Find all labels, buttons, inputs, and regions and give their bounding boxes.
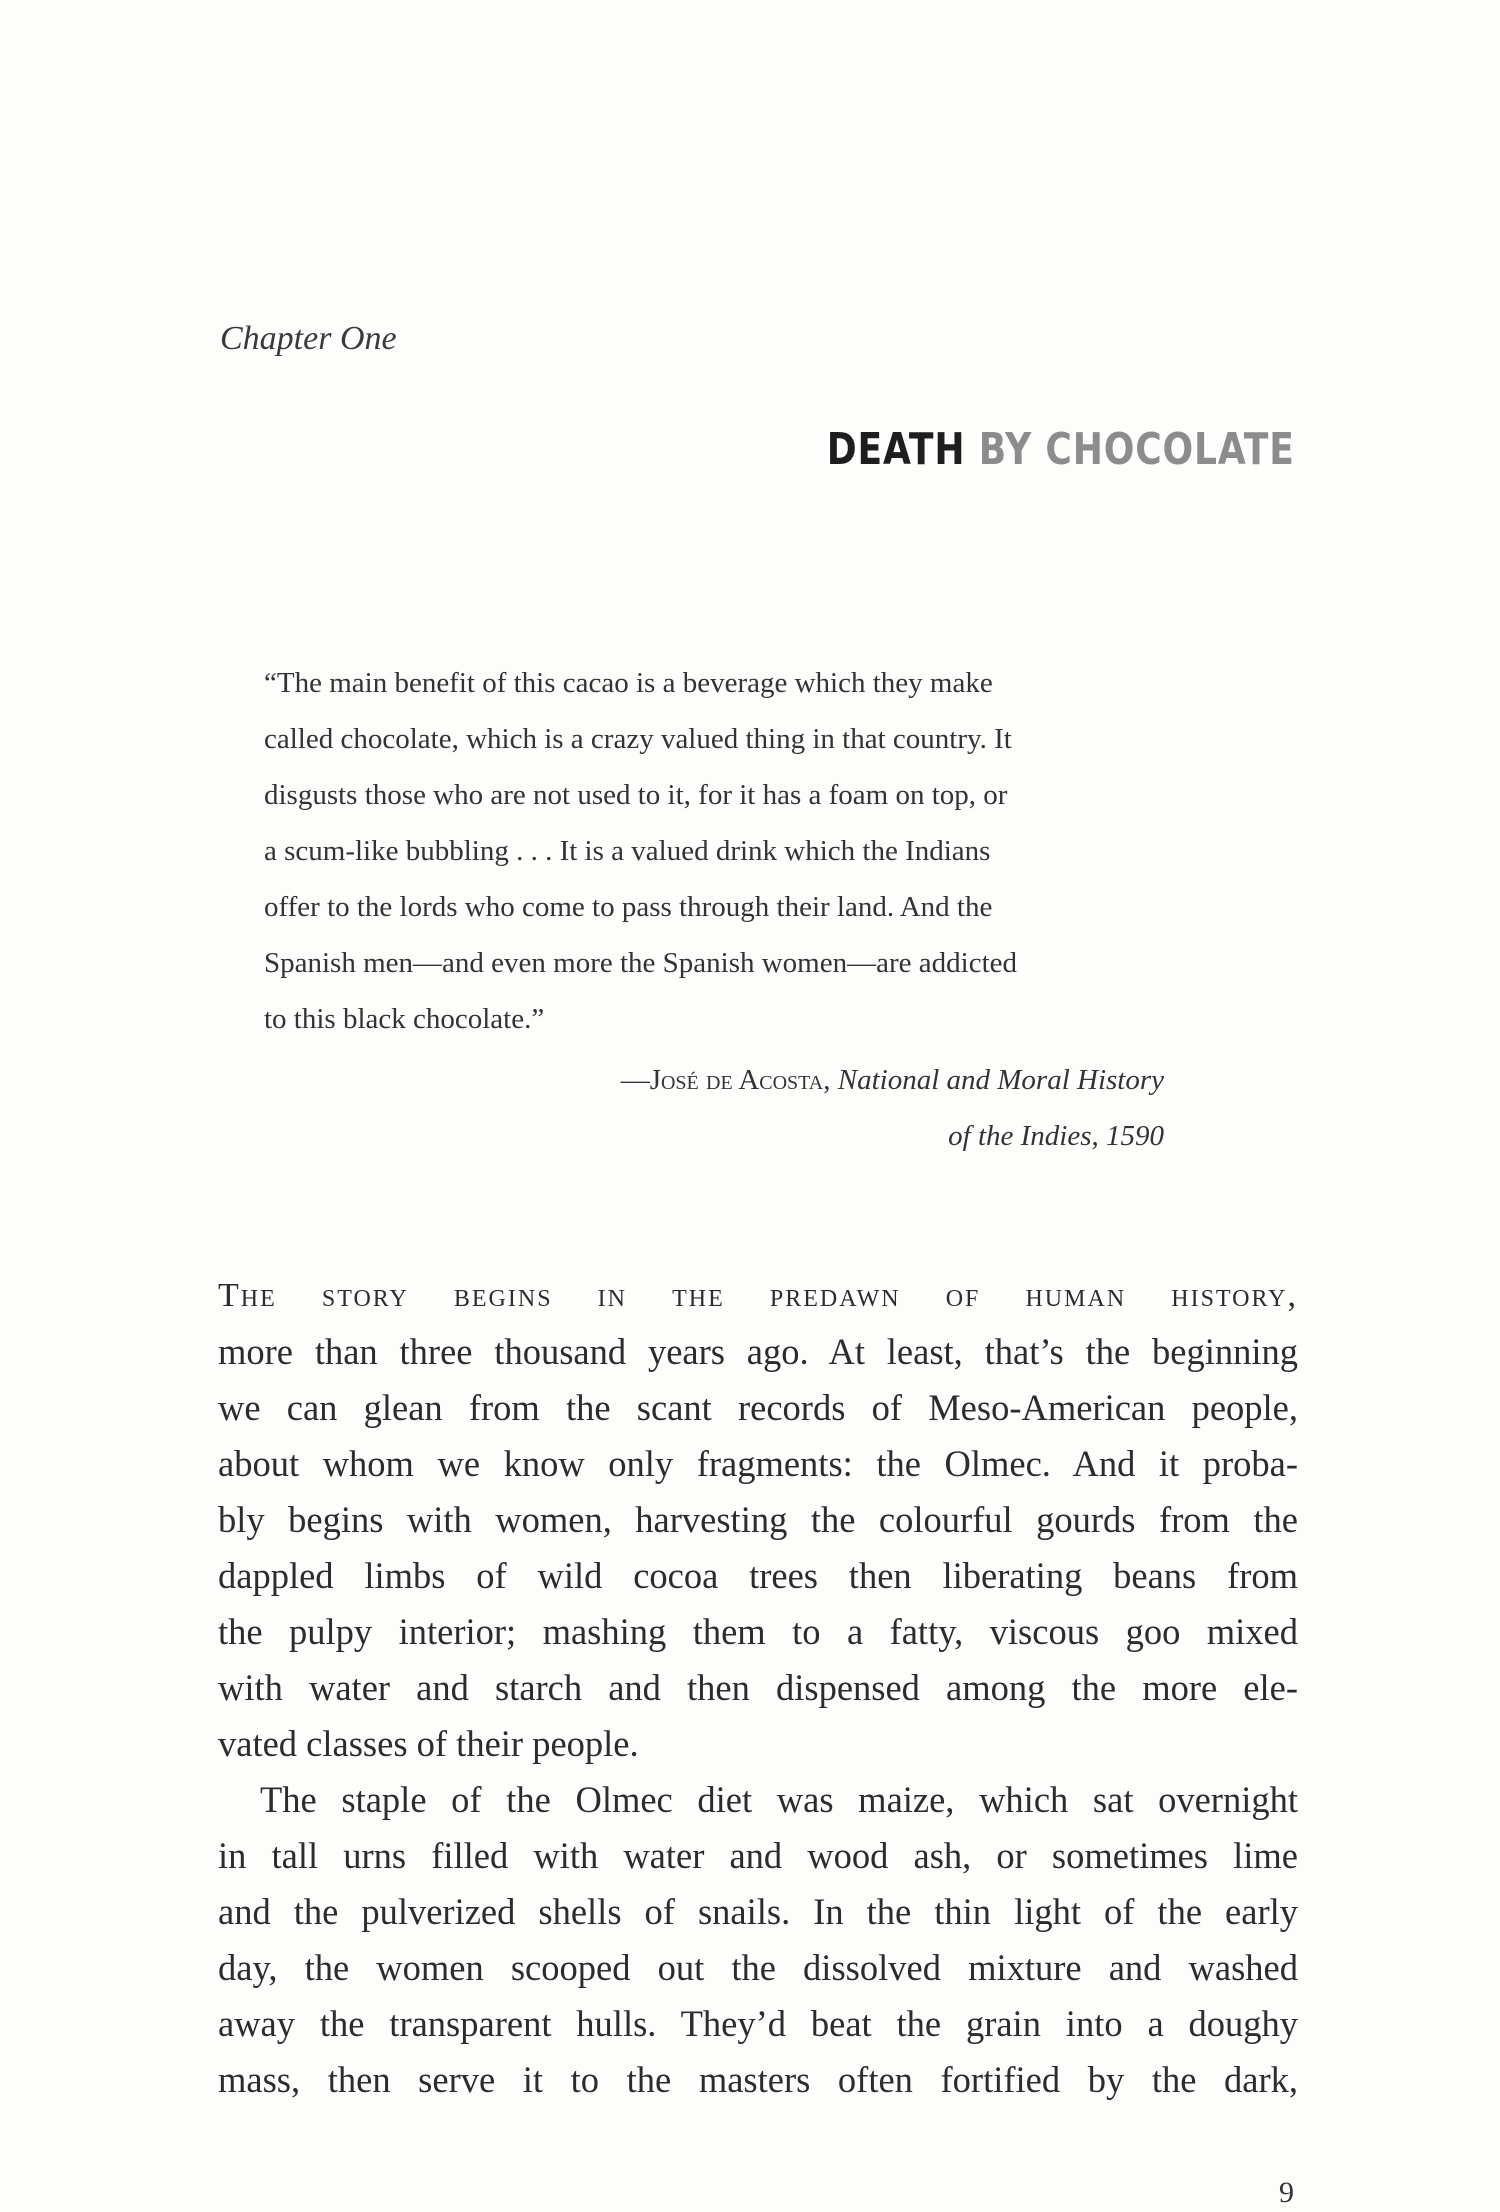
epigraph [264,655,1164,1047]
body-line: with water and starch and then dispensed among the more ele- [218,1667,1298,1708]
body-line: The staple of the Olmec diet was maize, which sat overnight [260,1779,1298,1820]
epigraph-line: Spanish men—and even more the Spanish women—are addicted [264,947,1017,979]
epigraph-line: a scum-like bubbling . . . It is a valued drink which the Indians [264,835,991,867]
body-line: the pulpy interior; mashing them to a fatty, viscous goo mixed [218,1611,1298,1652]
epigraph-line: to this black chocolate.” [264,1003,545,1035]
attribution-dash: — [620,1064,650,1096]
attribution-line-2 [621,1108,1164,1164]
epigraph-attribution [621,1052,1164,1164]
chapter-title-dark: DEATH [827,424,966,475]
body-line: away the transparent hulls. They’d beat the grain into a doughy [218,2003,1298,2044]
attribution-separator: , [823,1064,838,1096]
epigraph-line: offer to the lords who come to pass through their land. And the [264,891,993,923]
body-line: about whom we know only fragments: the Olmec. And it proba- [218,1443,1298,1484]
attribution-work-part-1: National and Moral History [837,1064,1164,1096]
body-line: mass, then serve it to the masters often fortified by the dark, [218,2059,1298,2100]
chapter-title-light: BY CHOCOLATE [979,424,1295,475]
body-text [218,1268,1298,2108]
epigraph-line: disgusts those who are not used to it, for it has a foam on top, or [264,779,1008,811]
body-line: day, the women scooped out the dissolved mixture and washed [218,1947,1298,1988]
attribution-author: José de Acosta [649,1064,824,1096]
attribution-work-part-2: of the Indies [948,1120,1092,1152]
body-line: bly begins with women, harvesting the colourful gourds from the [218,1499,1298,1540]
chapter-title [827,424,1295,475]
body-line: in tall urns filled with water and wood ash, or sometimes lime [218,1835,1298,1876]
epigraph-line: called chocolate, which is a crazy valued thing in that country. It [264,723,1012,755]
body-lead-line: The story begins in the predawn of human history, [218,1277,1298,1314]
body-line: and the pulverized shells of snails. In the thin light of the early [218,1891,1298,1932]
body-line: we can glean from the scant records of Meso-American people, [218,1387,1298,1428]
chapter-label: Chapter One [220,320,397,357]
attribution-line-1 [621,1052,1164,1108]
attribution-year: , 1590 [1091,1120,1164,1152]
epigraph-line: “The main benefit of this cacao is a beverage which they make [264,667,993,699]
body-line: more than three thousand years ago. At least, that’s the beginning [218,1331,1298,1372]
body-line: dappled limbs of wild cocoa trees then liberating beans from [218,1555,1298,1596]
page-number: 9 [1279,2176,1294,2209]
body-line: vated classes of their people. [218,1723,639,1764]
